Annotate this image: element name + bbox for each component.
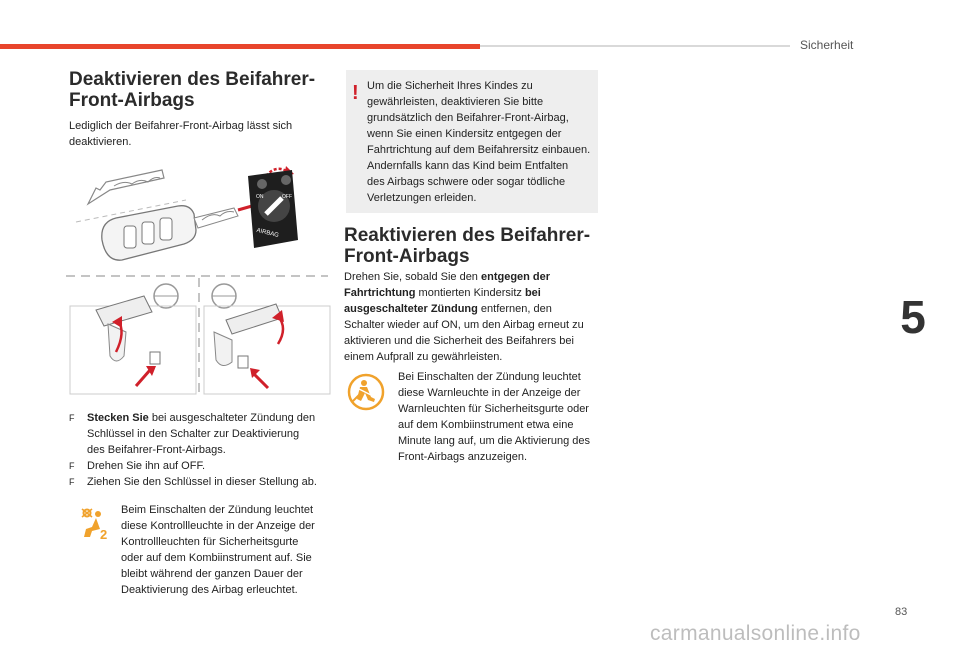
warning-text: Um die Sicherheit Ihres Kindes zu gewährleisten, deaktivieren Sie bitte grundsätzlich den Beifahrer-Front-Airbag, wenn Sie einen Kindersitz entgegen der Fahrtrichtung auf dem Beifahrersitz einbauen. Andernfalls kann das Kind beim Entfalten des Airbags schwere oder sogar tödliche Verletzungen erleiden. [367, 80, 591, 204]
watermark: carmanualsonline.info [650, 622, 861, 645]
switch-label: AIRBAG [255, 227, 280, 240]
reactivate-text: Drehen Sie, sobald Sie den entgegen der Fahrtrichtung montierten Kindersitz bei ausgeschalteter Zündung entfernen, den Schalter wieder auf ON, um den Airbag erneut zu aktivieren und die Sicherheit des Beifahrers bei einem Aufprall zu gewährleisten. [344, 271, 584, 363]
step-item: F Stecken Sie bei ausgeschalteter Zündung den Schlüssel in den Schalter zur Deaktivierung des Beifahrer-Front-Airbags. [69, 412, 316, 456]
dashboard-right-icon [204, 284, 330, 394]
switch-off-mark: OFF [282, 194, 292, 200]
step-item: F Ziehen Sie den Schlüssel in dieser Stellung ab. [69, 476, 317, 488]
intro-text: Lediglich der Beifahrer-Front-Airbag lässt sich deaktivieren. [69, 120, 293, 148]
chapter-number: 5 [900, 291, 926, 343]
step-marker: F [69, 461, 75, 471]
indicator-text: Beim Einschalten der Zündung leuchtet diese Kontrollleuchte in der Anzeige der Kontrollleuchten für Sicherheitsgurte oder auf dem Kombiinstrument auf. Sie bleibt während der ganzen Dauer der Deaktivierung des Airbag erleuchtet. [121, 504, 315, 596]
step-item: F Drehen Sie ihn auf OFF. [69, 460, 206, 472]
title-reactivate: Reaktivieren des Beifahrer- Front-Airbags [344, 225, 591, 267]
section-label: Sicherheit [800, 38, 854, 52]
header-rule [480, 45, 790, 47]
warning-exclamation-icon: ! [352, 82, 359, 104]
step-marker: F [69, 413, 75, 423]
header-accent-bar [0, 44, 480, 49]
step-list [69, 410, 339, 490]
seatbelt-warning-icon [347, 373, 385, 411]
passenger-airbag-off-icon [78, 507, 110, 541]
page-number: 83 [895, 606, 908, 618]
step-marker: F [69, 477, 75, 487]
airbag-switch-illustration [66, 156, 336, 398]
belt-warning-text: Bei Einschalten der Zündung leuchtet diese Warnleuchte in der Anzeige der Warnleuchten für Sicherheitsgurte oder auf dem Kombiinstrument etwa eine Minute lang auf, um die Aktivierung des Front-Airbags anzuzeigen. [398, 371, 591, 463]
svg-text:2: 2 [100, 527, 108, 541]
dashboard-left-icon [70, 284, 196, 394]
key-fob-icon [102, 206, 238, 260]
title-deactivate: Deaktivieren des Beifahrer- Front-Airbags [69, 69, 316, 111]
switch-on-mark: ON [256, 194, 264, 200]
airbag-switch-icon [248, 170, 298, 248]
